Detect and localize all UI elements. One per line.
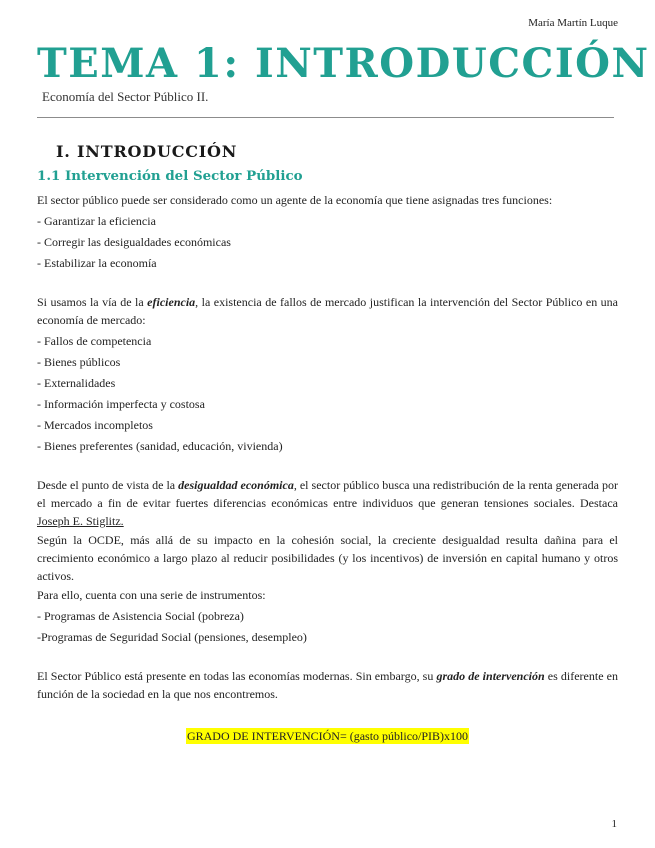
market-failure-item-5: - Mercados incompletos <box>37 418 153 432</box>
inequality-term: desigualdad económica <box>178 478 294 492</box>
document-subtitle: Economía del Sector Público II. <box>42 89 209 104</box>
inequality-paragraph <box>37 476 618 530</box>
function-item-1: - Garantizar la eficiencia <box>37 214 156 228</box>
market-failure-item-1: - Fallos de competencia <box>37 334 152 348</box>
function-item-2: - Corregir las desigualdades económicas <box>37 235 231 249</box>
efficiency-paragraph <box>37 293 618 329</box>
intervention-formula: GRADO DE INTERVENCIÓN= (gasto público/PIB)x100 <box>186 729 469 743</box>
intervention-degree-paragraph <box>37 667 618 703</box>
document-title: TEMA 1: INTRODUCCIÓN <box>37 40 650 87</box>
author-name: María Martín Luque <box>528 17 618 29</box>
efficiency-term: eficiencia <box>147 295 196 309</box>
degree-text-end: es diferente en función de la sociedad en la que nos encontremos. <box>37 669 618 701</box>
inequality-text-start: Desde el punto de vista de la <box>37 478 179 492</box>
section-heading: I. INTRODUCCIÓN <box>56 142 238 161</box>
formula-container <box>37 727 618 745</box>
body-content <box>37 191 618 745</box>
efficiency-text-end: , la existencia de fallos de mercado justifican la intervención del Sector Público en una economía de mercado: <box>37 295 618 327</box>
inequality-text-end: , el sector público busca una redistribución de la renta generada por el mercado a fin de evitar fuertes diferencias económicas entre individuos que generan tensiones sociales. Destaca <box>37 478 618 510</box>
instruments-intro: Para ello, cuenta con una serie de instrumentos: <box>37 588 266 602</box>
instrument-item-1: - Programas de Asistencia Social (pobreza) <box>37 609 244 623</box>
title-divider <box>37 117 614 118</box>
market-failure-item-4: - Información imperfecta y costosa <box>37 397 205 411</box>
market-failure-item-6: - Bienes preferentes (sanidad, educación, vivienda) <box>37 439 283 453</box>
efficiency-text-start: Si usamos la vía de la <box>37 295 148 309</box>
market-failure-item-2: - Bienes públicos <box>37 355 121 369</box>
market-failure-item-3: - Externalidades <box>37 376 116 390</box>
function-item-3: - Estabilizar la economía <box>37 256 157 270</box>
stiglitz-link[interactable]: Joseph E. Stiglitz. <box>37 514 124 528</box>
intro-paragraph: El sector público puede ser considerado como un agente de la economía que tiene asignadas tres funciones: <box>37 193 553 207</box>
page-number: 1 <box>611 818 617 830</box>
degree-text-start: El Sector Público está presente en todas las economías modernas. Sin embargo, su <box>37 669 437 683</box>
degree-term: grado de intervención <box>436 669 545 683</box>
ocde-paragraph: Según la OCDE, más allá de su impacto en la cohesión social, la creciente desigualdad resulta dañina para el crecimiento económico a largo plazo al reducir posibilidades (y los incentivos) de inversión en capital humano y otros activos. <box>37 533 618 583</box>
subsection-heading: 1.1 Intervención del Sector Público <box>37 168 303 184</box>
instrument-item-2: -Programas de Seguridad Social (pensiones, desempleo) <box>37 630 307 644</box>
